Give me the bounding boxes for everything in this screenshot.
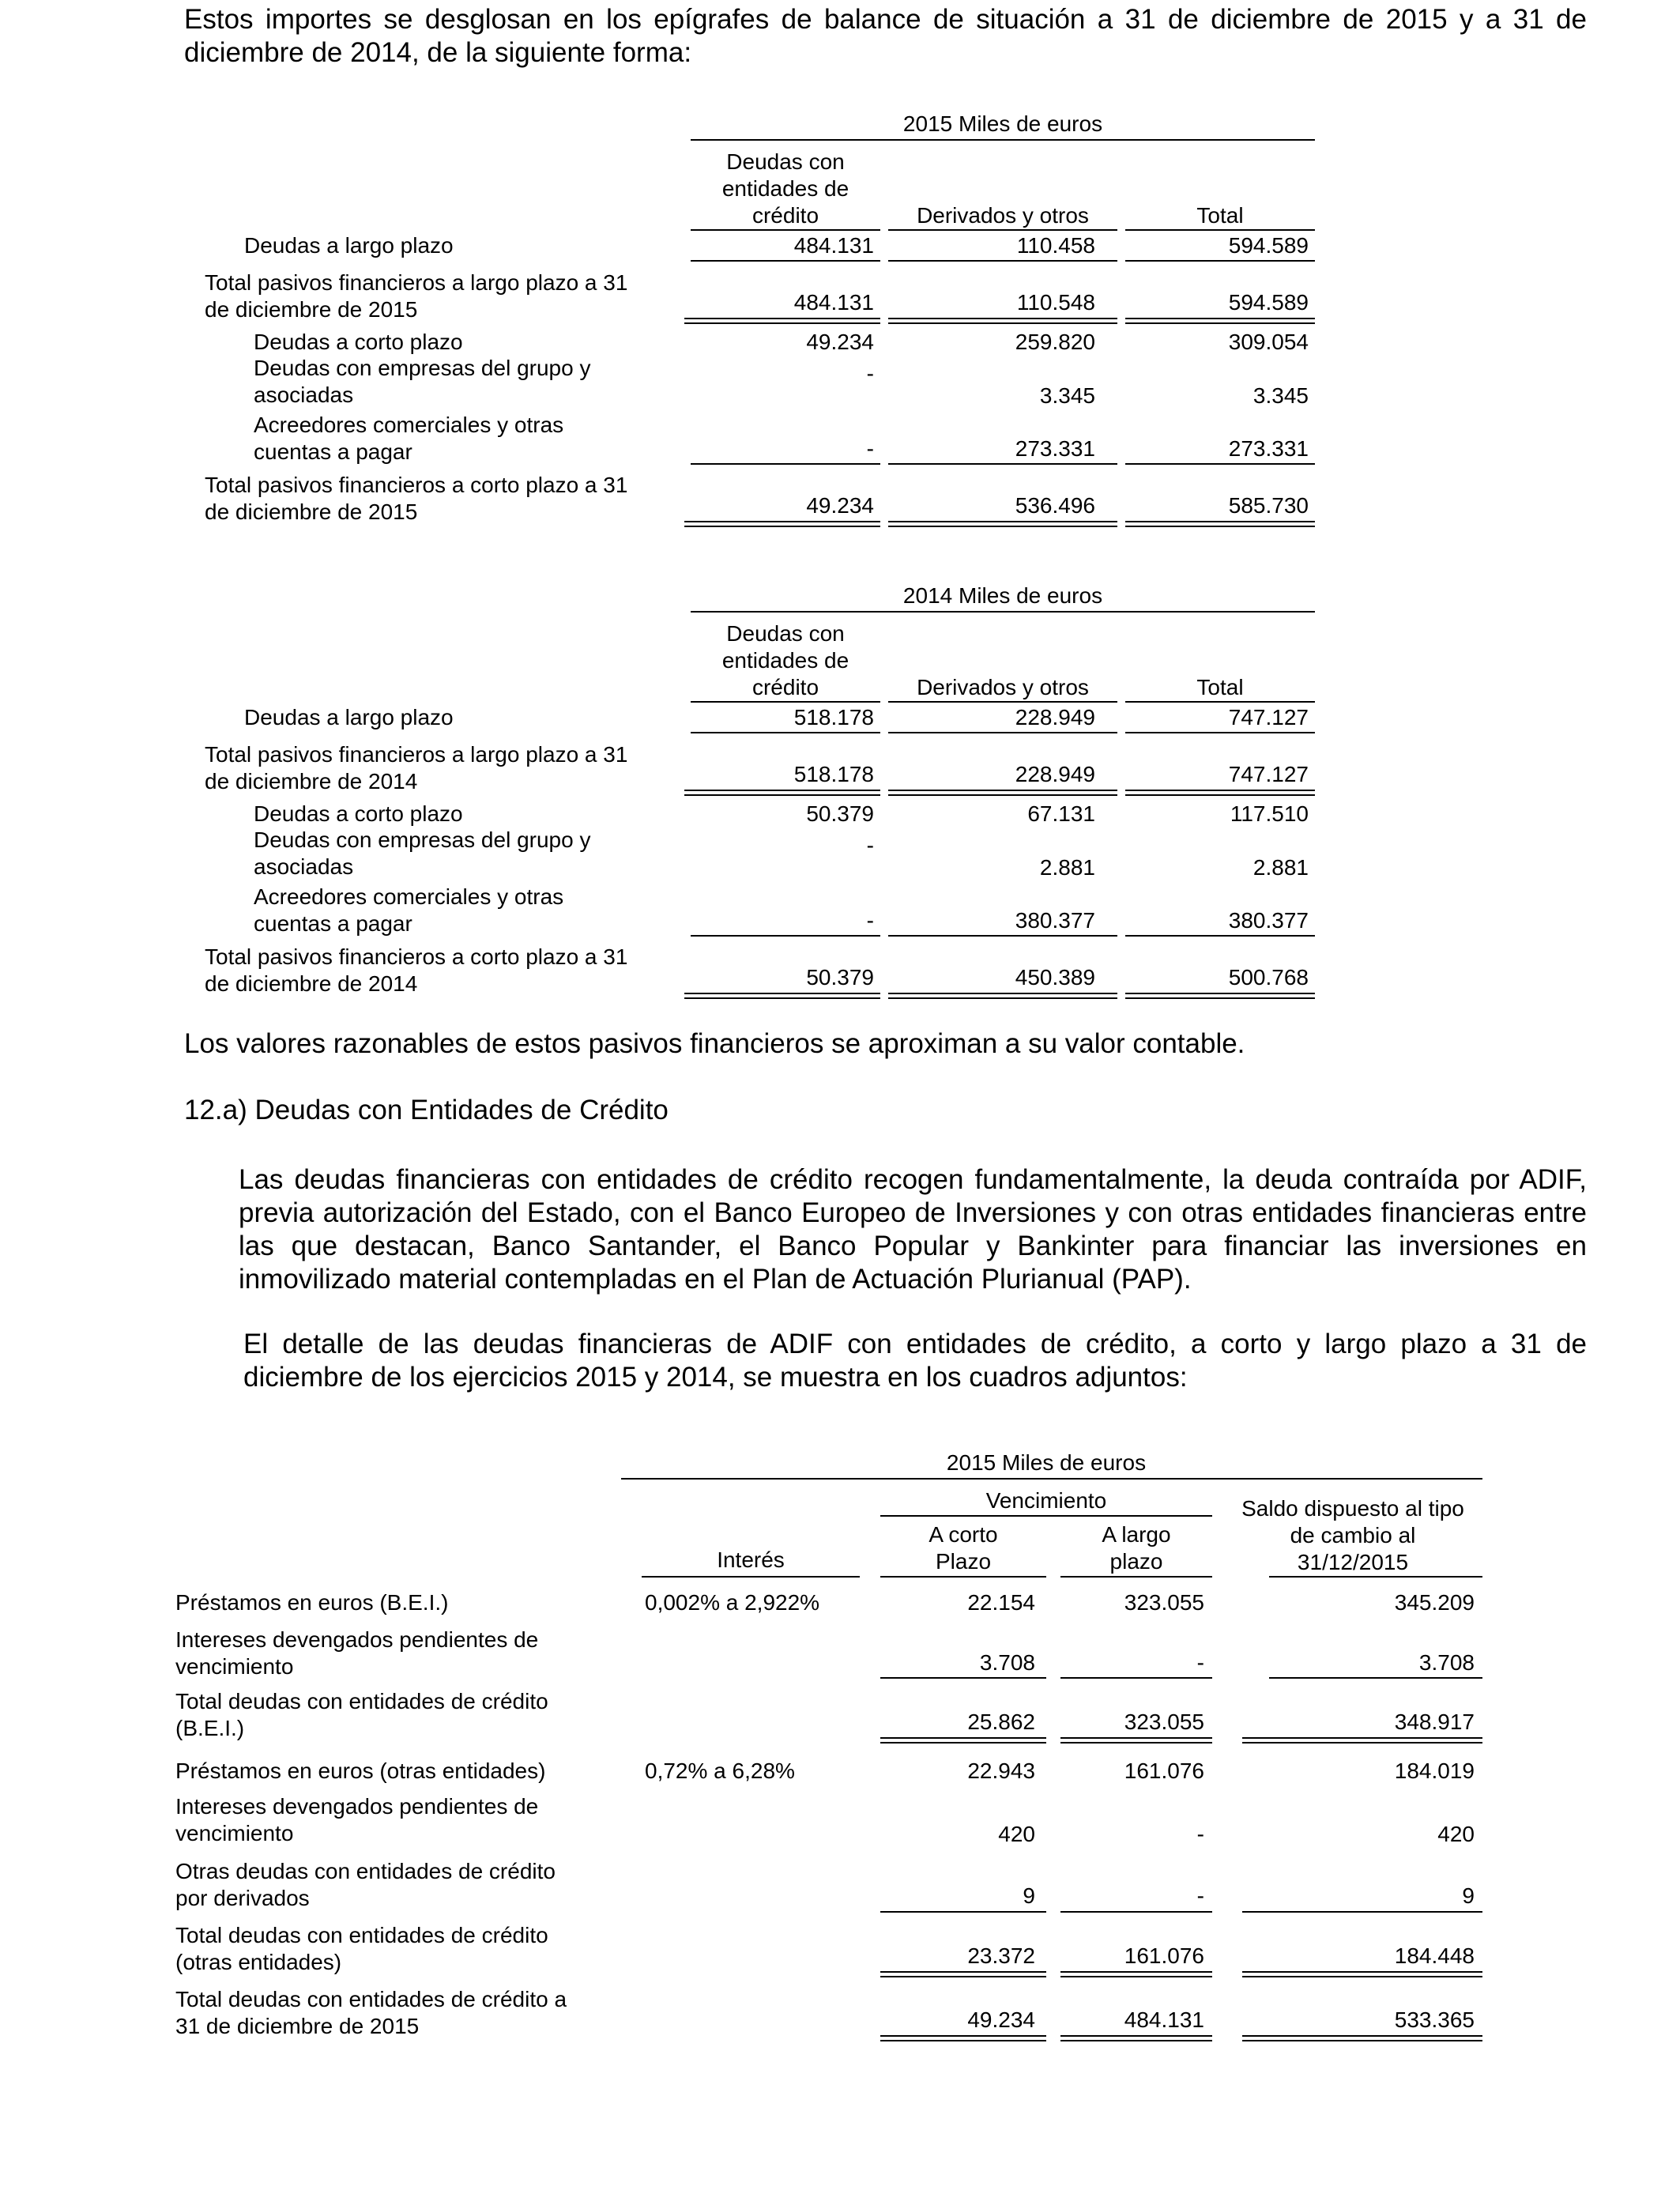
- cell-derivados: 3.345: [1039, 383, 1095, 408]
- row-label: Total deudas con entidades de crédito (otras entidades): [175, 1923, 548, 1974]
- row-label: Otras deudas con entidades de crédito por derivados: [175, 1859, 556, 1910]
- row-label: Préstamos en euros (otras entidades): [175, 1759, 546, 1783]
- row-rule: [888, 935, 1117, 937]
- row-rule: [880, 1677, 1046, 1679]
- cell-total: 309.054: [1228, 330, 1309, 354]
- cell-saldo: 533.365: [1394, 2007, 1475, 2032]
- cell-largo: 323.055: [1124, 1710, 1204, 1734]
- double-rule: [1060, 1737, 1212, 1744]
- cell-largo: 323.055: [1124, 1590, 1204, 1615]
- table-header: 2015 Miles de euros: [946, 1450, 1147, 1475]
- double-rule: [1125, 318, 1315, 324]
- col-rule: [1125, 701, 1315, 703]
- double-rule: [880, 1971, 1046, 1977]
- col-header-deudas: Deudas con entidades de crédito: [721, 149, 849, 228]
- row-rule: [691, 732, 880, 733]
- col-rule: [691, 701, 880, 703]
- row-rule: [1125, 732, 1315, 733]
- cell-deudas: 518.178: [793, 762, 874, 786]
- cell-corto: 49.234: [967, 2007, 1035, 2032]
- row-rule: [1125, 463, 1315, 465]
- double-rule: [880, 1737, 1046, 1744]
- col-rule: [1060, 1576, 1212, 1578]
- col-rule: [888, 701, 1117, 703]
- col-header-derivados: Derivados y otros: [917, 675, 1089, 699]
- cell-deudas: 49.234: [806, 330, 874, 354]
- cell-deudas: 484.131: [793, 290, 874, 315]
- cell-derivados: 110.458: [1016, 233, 1095, 258]
- row-label: Deudas a largo plazo: [244, 233, 454, 258]
- cell-corto: 22.154: [967, 1590, 1035, 1615]
- cell-saldo: 345.209: [1394, 1590, 1475, 1615]
- col-rule: [642, 1576, 860, 1578]
- col-header-corto: A corto Plazo: [929, 1522, 998, 1574]
- col-header-derivados: Derivados y otros: [917, 203, 1089, 228]
- cell-derivados: 228.949: [1015, 762, 1095, 786]
- cell-derivados: 67.131: [1027, 801, 1095, 826]
- cell-derivados: 536.496: [1015, 493, 1095, 518]
- double-rule: [684, 790, 880, 796]
- row-label: Acreedores comerciales y otras cuentas a pagar: [254, 884, 564, 936]
- row-rule: [691, 935, 880, 937]
- row-rule: [888, 732, 1117, 733]
- cell-derivados: 273.331: [1015, 436, 1095, 461]
- header-rule: [691, 611, 1315, 613]
- cell-largo: 161.076: [1124, 1759, 1204, 1783]
- row-label: Total pasivos financieros a corto plazo a 31 de diciembre de 2015: [205, 473, 628, 524]
- col-rule: [691, 229, 880, 231]
- row-rule: [880, 1911, 1046, 1913]
- cell-corto: 9: [1023, 1883, 1035, 1908]
- intro-paragraph: Estos importes se desglosan en los epígrafes de balance de situación a 31 de diciembre de 2015 y a 31 de diciembre de 2014, de la siguiente forma:: [184, 4, 1587, 68]
- row-label: Deudas a corto plazo: [254, 330, 463, 354]
- row-label: Acreedores comerciales y otras cuentas a pagar: [254, 413, 564, 464]
- cell-deudas: 518.178: [793, 705, 874, 729]
- row-label: Total deudas con entidades de crédito a 31 de diciembre de 2015: [175, 1987, 567, 2038]
- double-rule: [880, 2035, 1046, 2041]
- cell-total: 117.510: [1230, 801, 1309, 826]
- row-rule: [691, 260, 880, 262]
- cell-corto: 23.372: [967, 1943, 1035, 1968]
- row-rule: [1242, 1911, 1482, 1913]
- col-rule: [1125, 229, 1315, 231]
- paragraph-detail: El detalle de las deudas financieras de ADIF con entidades de crédito, a corto y largo plazo a 31 de diciembre de los ejercicios 2015 y 2014, se muestra en los cuadros adjuntos:: [243, 1329, 1587, 1393]
- section-heading: 12.a) Deudas con Entidades de Crédito: [184, 1095, 669, 1125]
- double-rule: [1060, 2035, 1212, 2041]
- double-rule: [1125, 993, 1315, 999]
- cell-corto: 22.943: [967, 1759, 1035, 1783]
- col-header-saldo: Saldo dispuesto al tipo de cambio al 31/12/2015: [1241, 1496, 1464, 1574]
- cell-deudas: 50.379: [806, 965, 874, 990]
- cell-total: 2.881: [1252, 855, 1309, 880]
- double-rule: [1060, 1971, 1212, 1977]
- cell-total: 747.127: [1228, 762, 1309, 786]
- row-label: Deudas a largo plazo: [244, 705, 454, 729]
- cell-largo: 161.076: [1124, 1943, 1204, 1968]
- col-header-deudas: Deudas con entidades de crédito: [721, 621, 849, 699]
- cell-derivados: 259.820: [1015, 330, 1095, 354]
- header-rule: [691, 139, 1315, 141]
- cell-largo: -: [1196, 1650, 1204, 1675]
- double-rule: [1242, 2035, 1482, 2041]
- cell-total: 380.377: [1228, 908, 1309, 933]
- col-header-total: Total: [1196, 675, 1244, 699]
- row-rule: [691, 463, 880, 465]
- table-header: 2014 Miles de euros: [902, 583, 1103, 608]
- cell-interes: 0,72% a 6,28%: [645, 1759, 795, 1783]
- row-rule: [1125, 260, 1315, 262]
- cell-total: 273.331: [1228, 436, 1309, 461]
- col-header-total: Total: [1196, 203, 1244, 228]
- cell-saldo: 184.019: [1394, 1759, 1475, 1783]
- row-rule: [1125, 935, 1315, 937]
- table-header: 2015 Miles de euros: [902, 111, 1103, 136]
- cell-saldo: 9: [1462, 1883, 1475, 1908]
- cell-largo: -: [1196, 1883, 1204, 1908]
- cell-deudas: 50.379: [806, 801, 874, 826]
- row-label: Intereses devengados pendientes de vencimiento: [175, 1627, 539, 1679]
- fair-value-text: Los valores razonables de estos pasivos financieros se aproximan a su valor contable.: [184, 1028, 1245, 1059]
- col-rule: [880, 1576, 1046, 1578]
- cell-saldo: 348.917: [1394, 1710, 1475, 1734]
- cell-total: 3.345: [1252, 383, 1309, 408]
- row-rule: [1269, 1677, 1482, 1679]
- cell-largo: 484.131: [1124, 2007, 1204, 2032]
- cell-deudas: 49.234: [806, 493, 874, 518]
- cell-corto: 25.862: [967, 1710, 1035, 1734]
- cell-deudas: -: [866, 436, 874, 461]
- cell-total: 747.127: [1228, 705, 1309, 729]
- row-label: Total deudas con entidades de crédito (B.E.I.): [175, 1689, 548, 1740]
- cell-deudas: -: [866, 908, 874, 933]
- cell-corto: 420: [998, 1822, 1035, 1846]
- cell-total: 594.589: [1228, 233, 1309, 258]
- double-rule: [1242, 1737, 1482, 1744]
- cell-corto: 3.708: [979, 1650, 1035, 1675]
- double-rule: [888, 790, 1117, 796]
- row-label: Deudas con empresas del grupo y asociadas: [254, 827, 591, 879]
- cell-total: 594.589: [1228, 290, 1309, 315]
- row-label: Deudas con empresas del grupo y asociadas: [254, 356, 591, 407]
- cell-interes: 0,002% a 2,922%: [645, 1590, 820, 1615]
- col-rule: [888, 229, 1117, 231]
- cell-deudas: -: [866, 361, 874, 386]
- vencimiento-rule: [880, 1515, 1212, 1517]
- row-label: Total pasivos financieros a largo plazo a 31 de diciembre de 2015: [205, 270, 628, 322]
- double-rule: [888, 993, 1117, 999]
- row-label: Deudas a corto plazo: [254, 801, 463, 826]
- cell-derivados: 450.389: [1015, 965, 1095, 990]
- cell-saldo: 184.448: [1394, 1943, 1475, 1968]
- double-rule: [888, 318, 1117, 324]
- cell-total: 585.730: [1228, 493, 1309, 518]
- cell-saldo: 3.708: [1418, 1650, 1475, 1675]
- vencimiento-header: Vencimiento: [985, 1488, 1107, 1513]
- cell-derivados: 380.377: [1015, 908, 1095, 933]
- row-label: Total pasivos financieros a corto plazo a 31 de diciembre de 2014: [205, 944, 628, 996]
- cell-derivados: 110.548: [1016, 290, 1095, 315]
- col-header-largo: A largo plazo: [1102, 1522, 1171, 1574]
- double-rule: [888, 521, 1117, 527]
- row-rule: [888, 260, 1117, 262]
- double-rule: [1242, 1971, 1482, 1977]
- double-rule: [1125, 790, 1315, 796]
- header-rule: [621, 1478, 1482, 1480]
- cell-total: 500.768: [1228, 965, 1309, 990]
- paragraph-credit-debts: Las deudas financieras con entidades de crédito recogen fundamentalmente, la deuda contraída por ADIF, previa autorización del Estado, con el Banco Europeo de Inversiones y con otras entidades financieras entre las que destacan, Banco Santander, el Banco Popular y Bankinter para financiar las inversiones en inmovilizado material contempladas en el Plan de Actuación Plurianual (PAP).: [239, 1164, 1587, 1295]
- row-label: Total pasivos financieros a largo plazo a 31 de diciembre de 2014: [205, 742, 628, 794]
- cell-derivados: 228.949: [1015, 705, 1095, 729]
- row-rule: [1060, 1911, 1212, 1913]
- cell-largo: -: [1196, 1822, 1204, 1846]
- cell-deudas: -: [866, 833, 874, 858]
- cell-saldo: 420: [1437, 1822, 1475, 1846]
- row-label: Préstamos en euros (B.E.I.): [175, 1590, 449, 1615]
- row-rule: [1060, 1677, 1212, 1679]
- double-rule: [684, 993, 880, 999]
- row-rule: [888, 463, 1117, 465]
- double-rule: [684, 521, 880, 527]
- cell-deudas: 484.131: [793, 233, 874, 258]
- cell-derivados: 2.881: [1039, 855, 1095, 880]
- row-label: Intereses devengados pendientes de vencimiento: [175, 1794, 539, 1845]
- col-header-interes: Interés: [717, 1547, 785, 1572]
- double-rule: [684, 318, 880, 324]
- col-rule: [1269, 1576, 1482, 1578]
- double-rule: [1125, 521, 1315, 527]
